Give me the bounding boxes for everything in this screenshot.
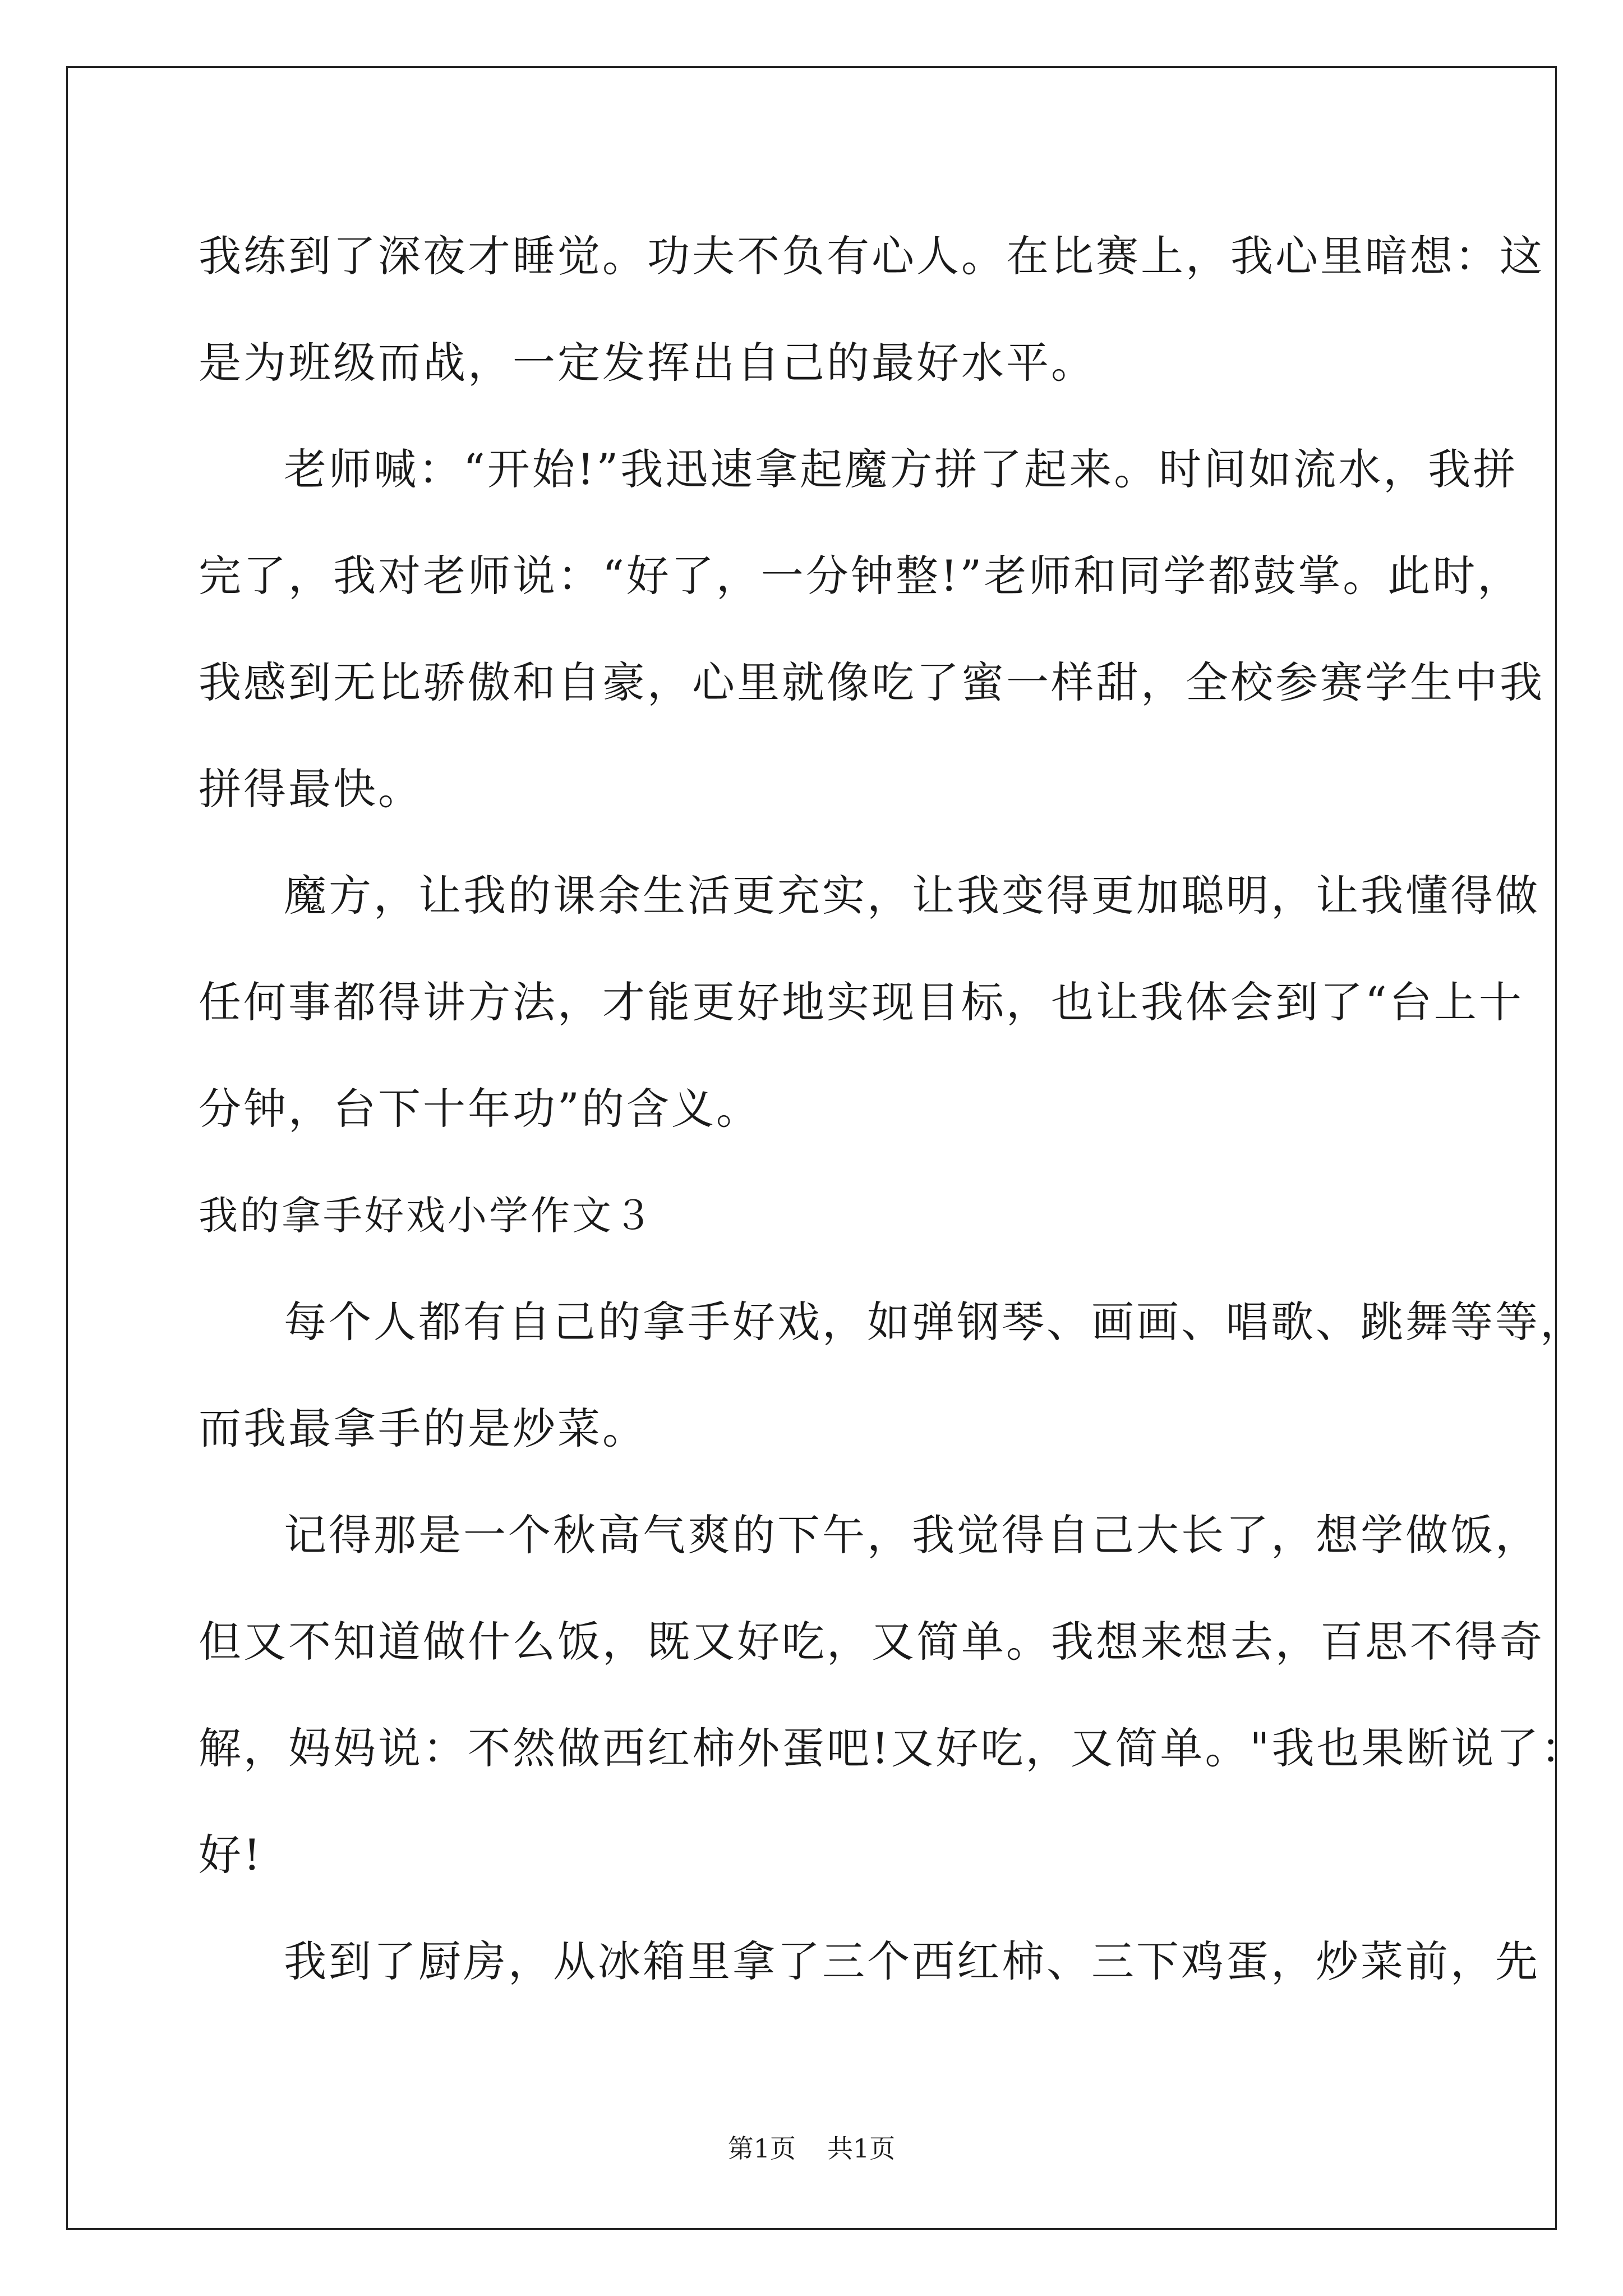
text-line-16: 好!: [199, 1830, 263, 1880]
document-body: [199, 203, 1586, 2015]
text-line-13: 记得那是一个秋高气爽的下午，我觉得自己大长了，想学做饭，: [284, 1510, 1540, 1560]
text-line-1: 我练到了深夜才睡觉。功夫不负有心人。在比赛上，我心里暗想：这: [199, 231, 1544, 281]
text-line-12: 而我最拿手的是炒菜。: [199, 1404, 647, 1453]
page-footer: [0, 2132, 1623, 2165]
text-line-14: 但又不知道做什么饭，既又好吃，又简单。我想来想去，百思不得奇: [199, 1617, 1544, 1667]
text-line-4: 完了，我对老师说：“好了，一分钟整!”老师和同学都鼓掌。此时，: [199, 551, 1523, 601]
text-line-17: 我到了厨房，从冰箱里拿了三个西红柿、三下鸡蛋，炒菜前，先: [284, 1936, 1540, 1986]
text-line-11: 每个人都有自己的拿手好戏，如弹钢琴、画画、唱歌、跳舞等等，: [284, 1297, 1585, 1347]
section-heading: 我的拿手好戏小学作文３: [199, 1193, 655, 1239]
text-line-3: 老师喊：“开始!”我迅速拿起魔方拼了起来。时间如流水，我拼: [284, 444, 1518, 494]
text-line-9: 分钟，台下十年功”的含义。: [199, 1084, 761, 1134]
text-line-15: 解，妈妈说：不然做西红柿外蛋吧!又好吃，又简单。"我也果断说了：: [199, 1723, 1586, 1773]
current-page-label: 第1页: [727, 2133, 796, 2164]
text-line-6: 拼得最快。: [199, 764, 423, 814]
total-pages-label: 共1页: [827, 2133, 896, 2164]
text-line-7: 魔方，让我的课余生活更充实，让我变得更加聪明，让我懂得做: [284, 871, 1540, 921]
text-line-5: 我感到无比骄傲和自豪，心里就像吃了蜜一样甜，全校参赛学生中我: [199, 657, 1544, 707]
text-line-8: 任何事都得讲方法，才能更好地实现目标，也让我体会到了“台上十: [199, 977, 1524, 1027]
text-line-2: 是为班级而战，一定发挥出自己的最好水平。: [199, 338, 1096, 388]
